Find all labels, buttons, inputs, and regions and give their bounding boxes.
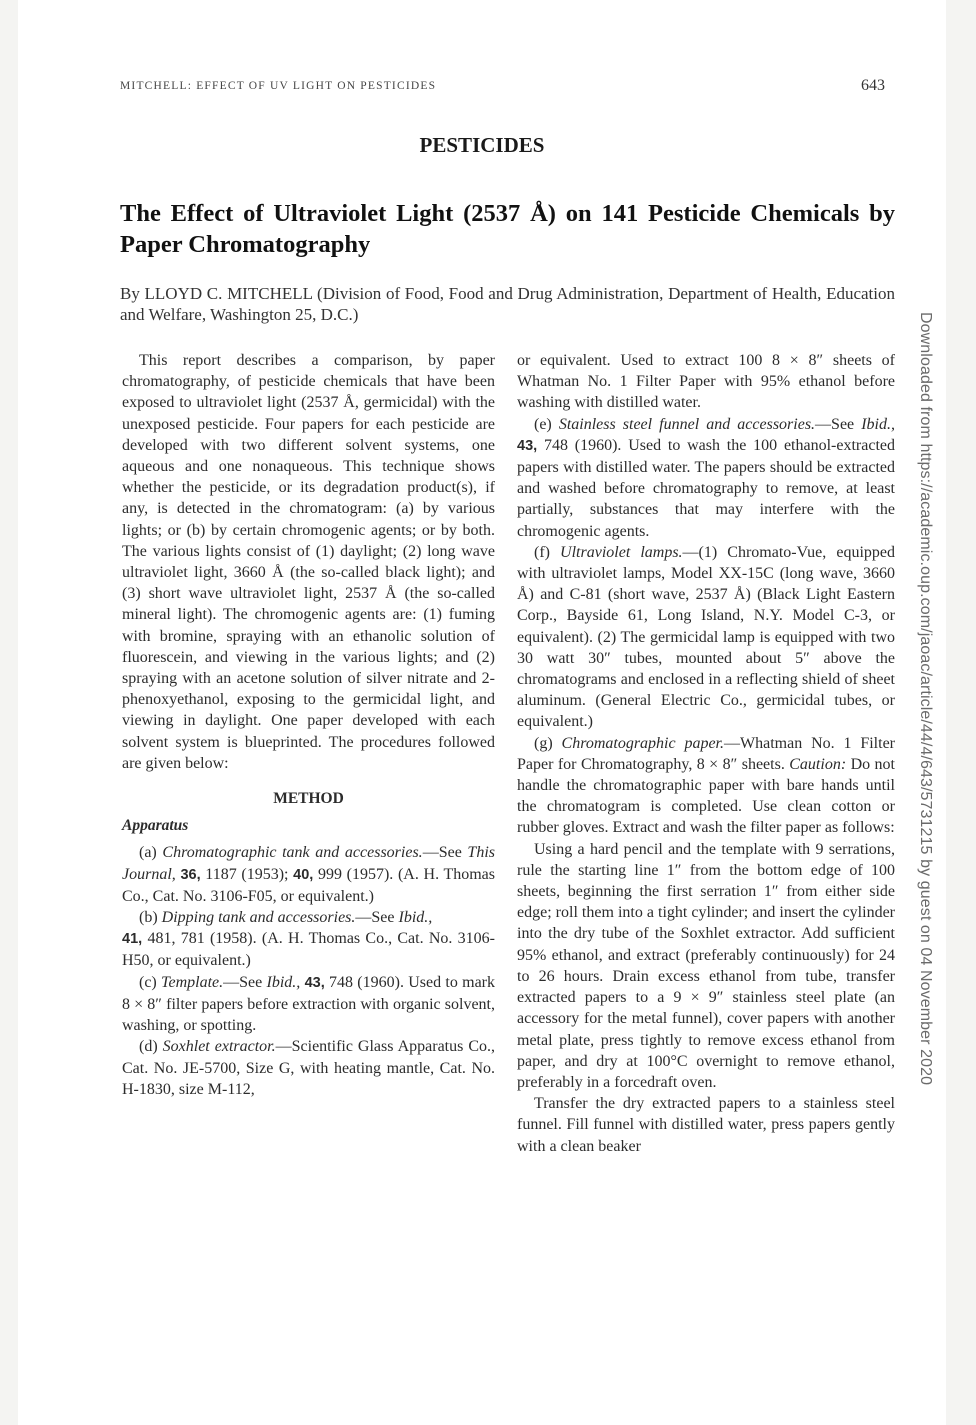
volume-number: 41, [122, 931, 143, 948]
procedure-paragraph-using: Using a hard pencil and the template with 9 serrations, rule the starting line 1″ from the bottom edge of 100 sheets, beginning the first serration 1″ from either side edge; roll them into a tight cylinder; and insert the cylinder into the dry tube of the Soxhlet extractor. Add sufficient 95% ethanol, and extract (preferably continuously) for 24 to 26 hours. Drain excess ethanol from tube, transfer extracted papers to a 9 × 9″ stainless steel plate (an accessory for the metal funnel), cover papers with another metal plate, press tightly to remove excess ethanol from paper, and dry at 100°C overnight to remove ethanol, preferably in a forcedraft oven. [517, 840, 895, 1091]
apparatus-item-a [122, 842, 495, 907]
item-text: 481, 781 (1958). (A. H. Thomas Co., Cat. No. 3106-H50, or equivalent.) [122, 930, 495, 970]
journal-reference: This Journal, [122, 844, 495, 883]
apparatus-item-f [517, 542, 895, 733]
item-title: Ultraviolet lamps. [560, 543, 683, 561]
item-letter: (b) [139, 909, 158, 927]
item-letter: (e) [534, 415, 552, 433]
item-title: Soxhlet extractor. [162, 1038, 276, 1056]
item-text: 1187 (1953); [200, 865, 294, 883]
volume-number: 43, [517, 437, 538, 454]
item-letter: (a) [139, 844, 157, 862]
item-text: —See [355, 909, 399, 927]
item-letter: (g) [534, 734, 553, 752]
caution-label: Caution: [789, 755, 847, 773]
item-text: —Whatman No. 1 Filter Paper for Chromatography, 8 × 8″ sheets. [517, 734, 895, 773]
ibid-reference: Ibid., [266, 973, 301, 991]
item-title: Template. [161, 973, 224, 991]
item-text: —See [422, 844, 468, 862]
apparatus-item-b [122, 907, 495, 972]
byline: By LLOYD C. MITCHELL (Division of Food, Food and Drug Administration, Department of Health, Education and Welfare, Washington 25, D.C.) [120, 284, 895, 324]
method-heading: METHOD [273, 790, 344, 808]
apparatus-item-c [122, 972, 495, 1037]
item-text: 748 (1960). Used to wash the 100 ethanol-extracted papers with distilled water. The papers should be extracted and washed before chromatography to remove, at least partially, substances that may interfere with the chromogenic agents. [517, 436, 895, 540]
item-title: Chromatographic paper. [561, 734, 725, 752]
item-letter: (f) [534, 543, 550, 561]
intro-paragraph: This report describes a comparison, by paper chromatography, of pesticide chemicals that have been exposed to ultraviolet light (2537 Å, germicidal) with the unexposed pesticide. Four papers for each pesticide are developed with two different solvent systems, one aqueous and one nonaqueous. This technique shows whether the pesticide, or its degradation product(s), if any, is detected in the chromatogram: (a) by various lights; or (b) by certain chromogenic agents; or by both. The various lights consist of (1) daylight; (2) long wave ultraviolet light, 3660 Å (the so-called black light); and (3) short wave ultraviolet light, 2537 Å (the so-called mineral light). The chromogenic agents are: (1) fuming with bromine, spraying with an ethanolic solution of fluorescein, and viewing in the various lights; and (2) spraying with an acetone solution of silver nitrate and 2-phenoxyethanol, exposing to the germicidal light, and viewing in daylight. One paper developed with each solvent system is blueprinted. The procedures followed are given below: [122, 352, 495, 772]
apparatus-item-e [517, 414, 895, 542]
item-text: —Scientific Glass Apparatus Co., Cat. No. JE-5700, Size G, with heating mantle, Cat. No. H-1830, size M-112, [122, 1038, 496, 1098]
left-column [122, 350, 495, 1100]
article-title: The Effect of Ultraviolet Light (2537 Å) on 141 Pesticide Chemicals by Paper Chromatography [120, 200, 895, 258]
item-text: 999 (1957). (A. H. Thomas Co., Cat. No. 3106-F05, or equivalent.) [122, 865, 495, 905]
item-letter: (d) [139, 1038, 158, 1056]
procedure-paragraph-transfer: Transfer the dry extracted papers to a stainless steel funnel. Fill funnel with distilled water, press papers gently with a clean beaker [517, 1095, 895, 1155]
volume-number: 36, [180, 866, 201, 883]
watermark-text: Downloaded from https://academic.oup.com/jaoac/article/44/4/643/5731215 by guest on 04 November 2020 [917, 312, 934, 1086]
apparatus-item-g [517, 733, 895, 839]
item-title: Dipping tank and accessories. [161, 909, 356, 927]
apparatus-heading: Apparatus [122, 817, 189, 835]
journal-page [18, 0, 946, 1425]
apparatus-item-d [122, 1036, 495, 1100]
ibid-reference: Ibid., [861, 415, 895, 433]
item-text: —(1) Chromato-Vue, equipped with ultraviolet lamps, Model XX-15C (long wave, 3660 Å) and C-81 (short wave, 2537 Å) (Black Light Eastern Corp., Bayside 61, Long Island, N.Y. Model C-3, or equivalent). (2) The germicidal lamp is equipped with two 30 watt 30″ tubes, mounted about 5″ above the chromatograms and enclosed in a reflecting shield of sheet aluminum. (General Electric Co., germicidal tubes, or equivalent.) [517, 543, 895, 731]
right-column [517, 350, 895, 1157]
item-text: 748 (1960). Used to mark 8 × 8″ filter papers before extraction with organic solvent, washing, or spotting. [122, 973, 496, 1035]
item-text: Do not handle the chromatographic paper with bare hands until the chromatogram is completed. Use clean cotton or rubber gloves. Extract and wash the filter paper as follows: [517, 755, 895, 837]
ibid-reference: Ibid., [398, 909, 433, 927]
item-text: —See [815, 415, 862, 433]
volume-number: 43, [304, 974, 325, 991]
section-title: PESTICIDES [419, 133, 545, 157]
page-number: 643 [861, 77, 885, 94]
continuation-paragraph: or equivalent. Used to extract 100 8 × 8″ sheets of Whatman No. 1 Filter Paper with 95% ethanol before washing with distilled water. [517, 352, 895, 412]
running-head: MITCHELL: EFFECT OF UV LIGHT ON PESTICIDES [120, 80, 437, 92]
item-title: Stainless steel funnel and accessories. [558, 415, 816, 433]
volume-number: 40, [293, 866, 314, 883]
item-title: Chromatographic tank and accessories. [162, 844, 423, 862]
item-text: —See [223, 973, 267, 991]
item-letter: (c) [139, 973, 157, 991]
